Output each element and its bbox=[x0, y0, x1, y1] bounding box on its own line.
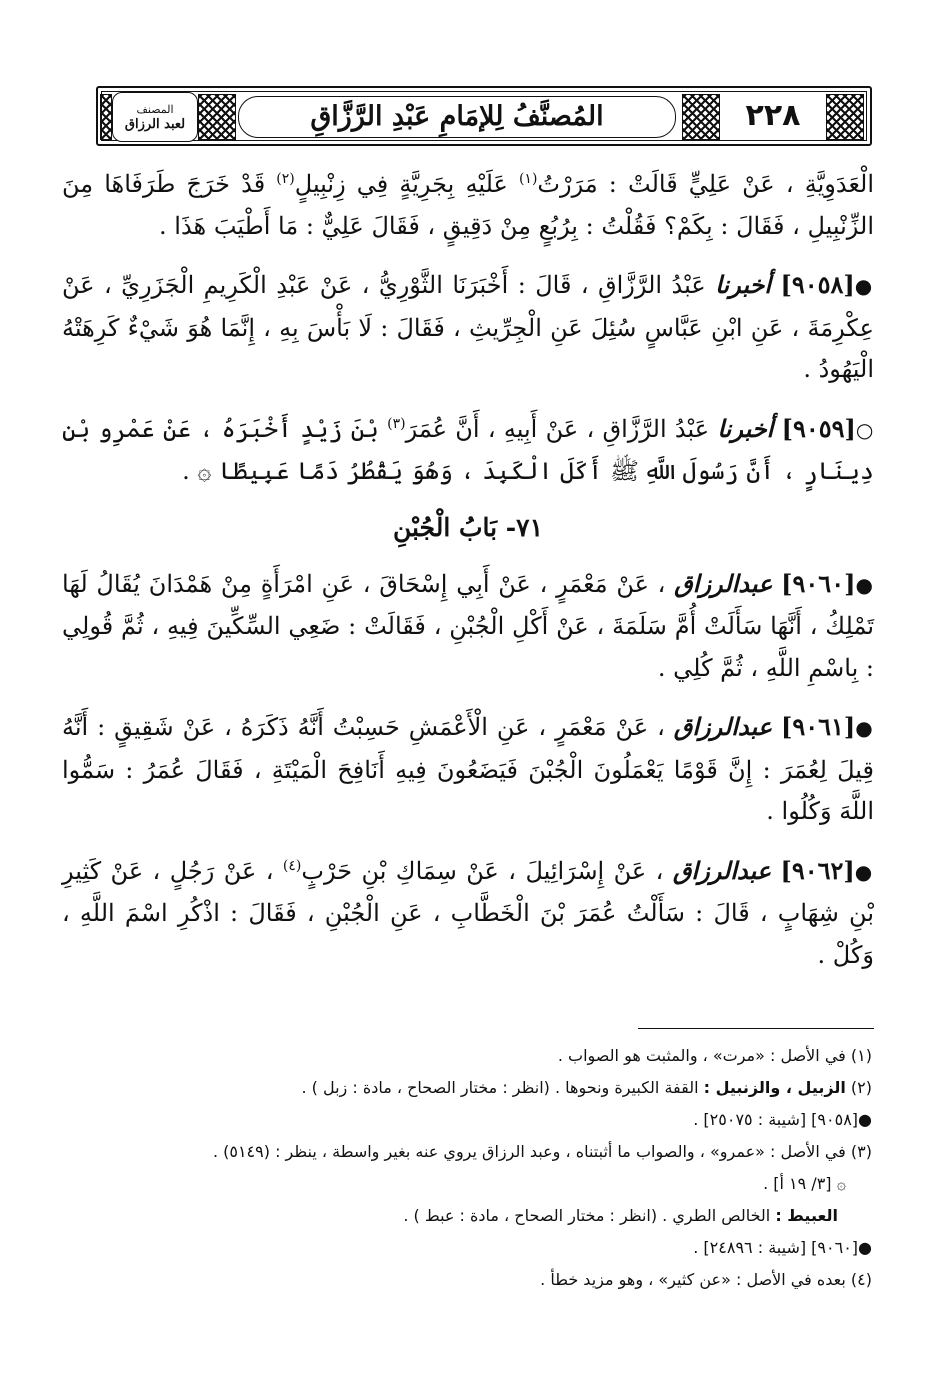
hadith-text: ، عَنْ مَعْمَرٍ ، عَنْ أَبِي إِسْحَاقَ ، عَنِ امْرَأَةٍ مِنْ هَمْدَانَ يُقَالُ لَهَا تَمْلِكُ ، أَنَّهَا سَأَلَتْ أُمَّ سَلَمَةَ ، عَنْ أَكْلِ الْجُبْنِ ، فَقَالَتْ : ضَعِي السِّكِّينَ فِيهِ ، ثُمَّ قُولِي : بِاسْمِ اللَّهِ ، ثُمَّ كُلِي . bbox=[62, 569, 874, 682]
footnote-marker: (٣) bbox=[387, 415, 406, 432]
footnote-text: الخالص الطري . (انظر : مختار الصحاح ، مادة : عبط ) . bbox=[403, 1206, 776, 1225]
footnote-text: القفة الكبيرة ونحوها . (انظر : مختار الصحاح ، مادة : زبل ) . bbox=[301, 1078, 704, 1097]
bullet-icon: ● bbox=[855, 572, 874, 597]
ornament-hatch bbox=[682, 94, 720, 140]
page-number: ٢٢٨ bbox=[745, 98, 801, 133]
footnote-mark: (٢) bbox=[850, 1078, 872, 1097]
hadith-9058 bbox=[62, 264, 874, 391]
footnotes bbox=[60, 1040, 872, 1296]
footnote-term: الزبيل ، والزنبيل : bbox=[703, 1078, 846, 1097]
footnote-3-ref: ۞ [٣/ ١٩ أ] . bbox=[763, 1174, 846, 1193]
bullet-icon: ● bbox=[854, 859, 875, 884]
book-emblem bbox=[112, 92, 198, 142]
hadith-text: عَبْدُ الرَّزَّاقِ ، قَالَ : أَخْبَرَنَا الثَّوْرِيُّ ، عَنْ عَبْدِ الْكَرِيمِ الْجَزَرِيِّ ، عَنْ عِكْرِمَةَ ، عَنِ ابْنِ عَبَّاسٍ سُئِلَ عَنِ الْجِرِّيثِ ، فَقَالَ : لَا بَأْسَ بِهِ ، إِنَّمَا هُوَ شَيْءٌ كَرِهَتْهُ الْيَهُودُ . bbox=[62, 271, 874, 383]
page-header bbox=[96, 86, 872, 146]
footnote-4: (٤) بعده في الأصل : «عن كثير» ، وهو مزيد خطأ . bbox=[540, 1270, 872, 1289]
text-segment: قَدْ خَرَجَ طَرَفَاهَا مِنَ الزِّنْبِيلِ ، فَقَالَ : بِكَمْ؟ فَقُلْتُ : بِرُبُعٍ مِنْ دَقِيقٍ ، فَقَالَ عَلِيٌّ : مَا أَطْيَبَ هَذَا . bbox=[62, 170, 874, 240]
hadith-9059 bbox=[62, 408, 874, 493]
footnote-marker: (٤) bbox=[282, 857, 302, 874]
isnad-word: أخبرنا bbox=[717, 413, 774, 443]
hadith-9061 bbox=[62, 706, 874, 833]
isnad-word: عبدالرزاق bbox=[672, 855, 772, 885]
hadith-9062 bbox=[62, 850, 874, 977]
footnote-abeet bbox=[60, 1200, 872, 1232]
hadith-number: [٩٠٦٠] bbox=[781, 568, 856, 598]
continuation-paragraph bbox=[62, 164, 874, 247]
ornament-hatch bbox=[826, 94, 864, 140]
hadith-number: [٩٠٥٨] bbox=[780, 270, 855, 299]
footnote-divider bbox=[638, 1028, 874, 1029]
emblem-line: المصنف bbox=[136, 103, 174, 116]
hadith-text: ، عَنْ إِسْرَائِيلَ ، عَنْ سِمَاكِ بْنِ حَرْبٍ bbox=[301, 856, 664, 885]
footnote-2 bbox=[60, 1072, 872, 1104]
book-title: المُصنَّفُ لِلإمَامِ عَبْدِ الرَّزَّاقِ bbox=[238, 96, 676, 138]
hadith-text: عَبْدُ الرَّزَّاقِ ، عَنْ أَبِيهِ ، أَنَّ عُمَرَ bbox=[405, 414, 710, 443]
footnote-source-9058: ●[٩٠٥٨] [شيبة : ٢٥٠٧٥] . bbox=[693, 1110, 872, 1129]
hadith-text: ، عَنْ رَجُلٍ ، عَنْ كَثِيرِ بْنِ شِهَابٍ ، قَالَ : سَأَلْتُ عُمَرَ بْنَ الْخَطَّابِ ، عَنِ الْجُبْنِ ، فَقَالَ : اذْكُرِ اسْمَ اللَّهِ ، وَكُلْ . bbox=[62, 856, 874, 969]
hadith-number: [٩٠٥٩] bbox=[781, 413, 856, 443]
ornament-hatch bbox=[100, 94, 112, 140]
footnote-marker: (١) bbox=[518, 171, 538, 187]
isnad-word: عبدالرزاق bbox=[673, 712, 773, 741]
ornament-hatch bbox=[198, 94, 236, 140]
footnote-marker: (٢) bbox=[276, 171, 295, 187]
isnad-word: أخبرنا bbox=[715, 270, 772, 299]
footnote-1: (١) في الأصل : «مرت» ، والمثبت هو الصواب . bbox=[557, 1046, 872, 1065]
hadith-number: [٩٠٦١] bbox=[780, 712, 856, 741]
text-segment: عَلَيْهِ بِجَرِيَّةٍ فِي زِنْبِيلٍ bbox=[294, 170, 519, 198]
text-segment: الْعَدَوِيَّةِ ، عَنْ عَلِيٍّ قَالَتْ : مَرَرْتُ bbox=[537, 170, 874, 198]
footnote-3: (٣) في الأصل : «عمرو» ، والصواب ما أثبتناه ، وعبد الرزاق يروي عنه بغير واسطة ، ينظر : (٥١٤٩) . bbox=[212, 1142, 872, 1161]
bullet-icon: ● bbox=[855, 716, 875, 740]
bullet-icon: ● bbox=[854, 274, 874, 298]
hadith-text: ، عَنْ مَعْمَرٍ ، عَنِ الْأَعْمَشِ حَسِبْتُ أَنَّهُ ذَكَرَهُ ، عَنْ شَقِيقٍ : أَنَّهُ قِيلَ لِعُمَرَ : إِنَّ قَوْمًا يَعْمَلُونَ الْجُبْنَ فَيَضَعُونَ فِيهِ أَنَافِحَ الْمَيْتَةِ ، فَقَالَ عُمَرُ : سَمُّوا اللَّهَ وَكُلُوا . bbox=[62, 713, 874, 825]
circle-bullet-icon: ○ bbox=[855, 417, 874, 442]
hadith-9060 bbox=[62, 563, 874, 690]
emblem-line: لعبد الرزاق bbox=[124, 117, 186, 132]
hadith-number: [٩٠٦٢] bbox=[780, 855, 855, 885]
isnad-word: عبدالرزاق bbox=[674, 568, 773, 598]
hadith-text: بْنَ زَيْدٍ أَخْبَرَهُ ، عَنْ عَمْرِو بْنِ دِينَارٍ ، أَنَّ رَسُولَ اللَّهِ ﷺ أَكَلَ الْكَبِدَ ، وَهُوَ يَقْطُرُ دَمًا عَبِيطًا ۞ . bbox=[62, 414, 874, 485]
footnote-term: العبيط : bbox=[775, 1206, 838, 1225]
footnote-source-9060: ●[٩٠٦٠] [شيبة : ٢٤٨٩٦] . bbox=[693, 1238, 872, 1257]
main-text bbox=[62, 164, 874, 993]
chapter-title: ٧١- بَابُ الْجُبْنِ bbox=[392, 512, 544, 542]
